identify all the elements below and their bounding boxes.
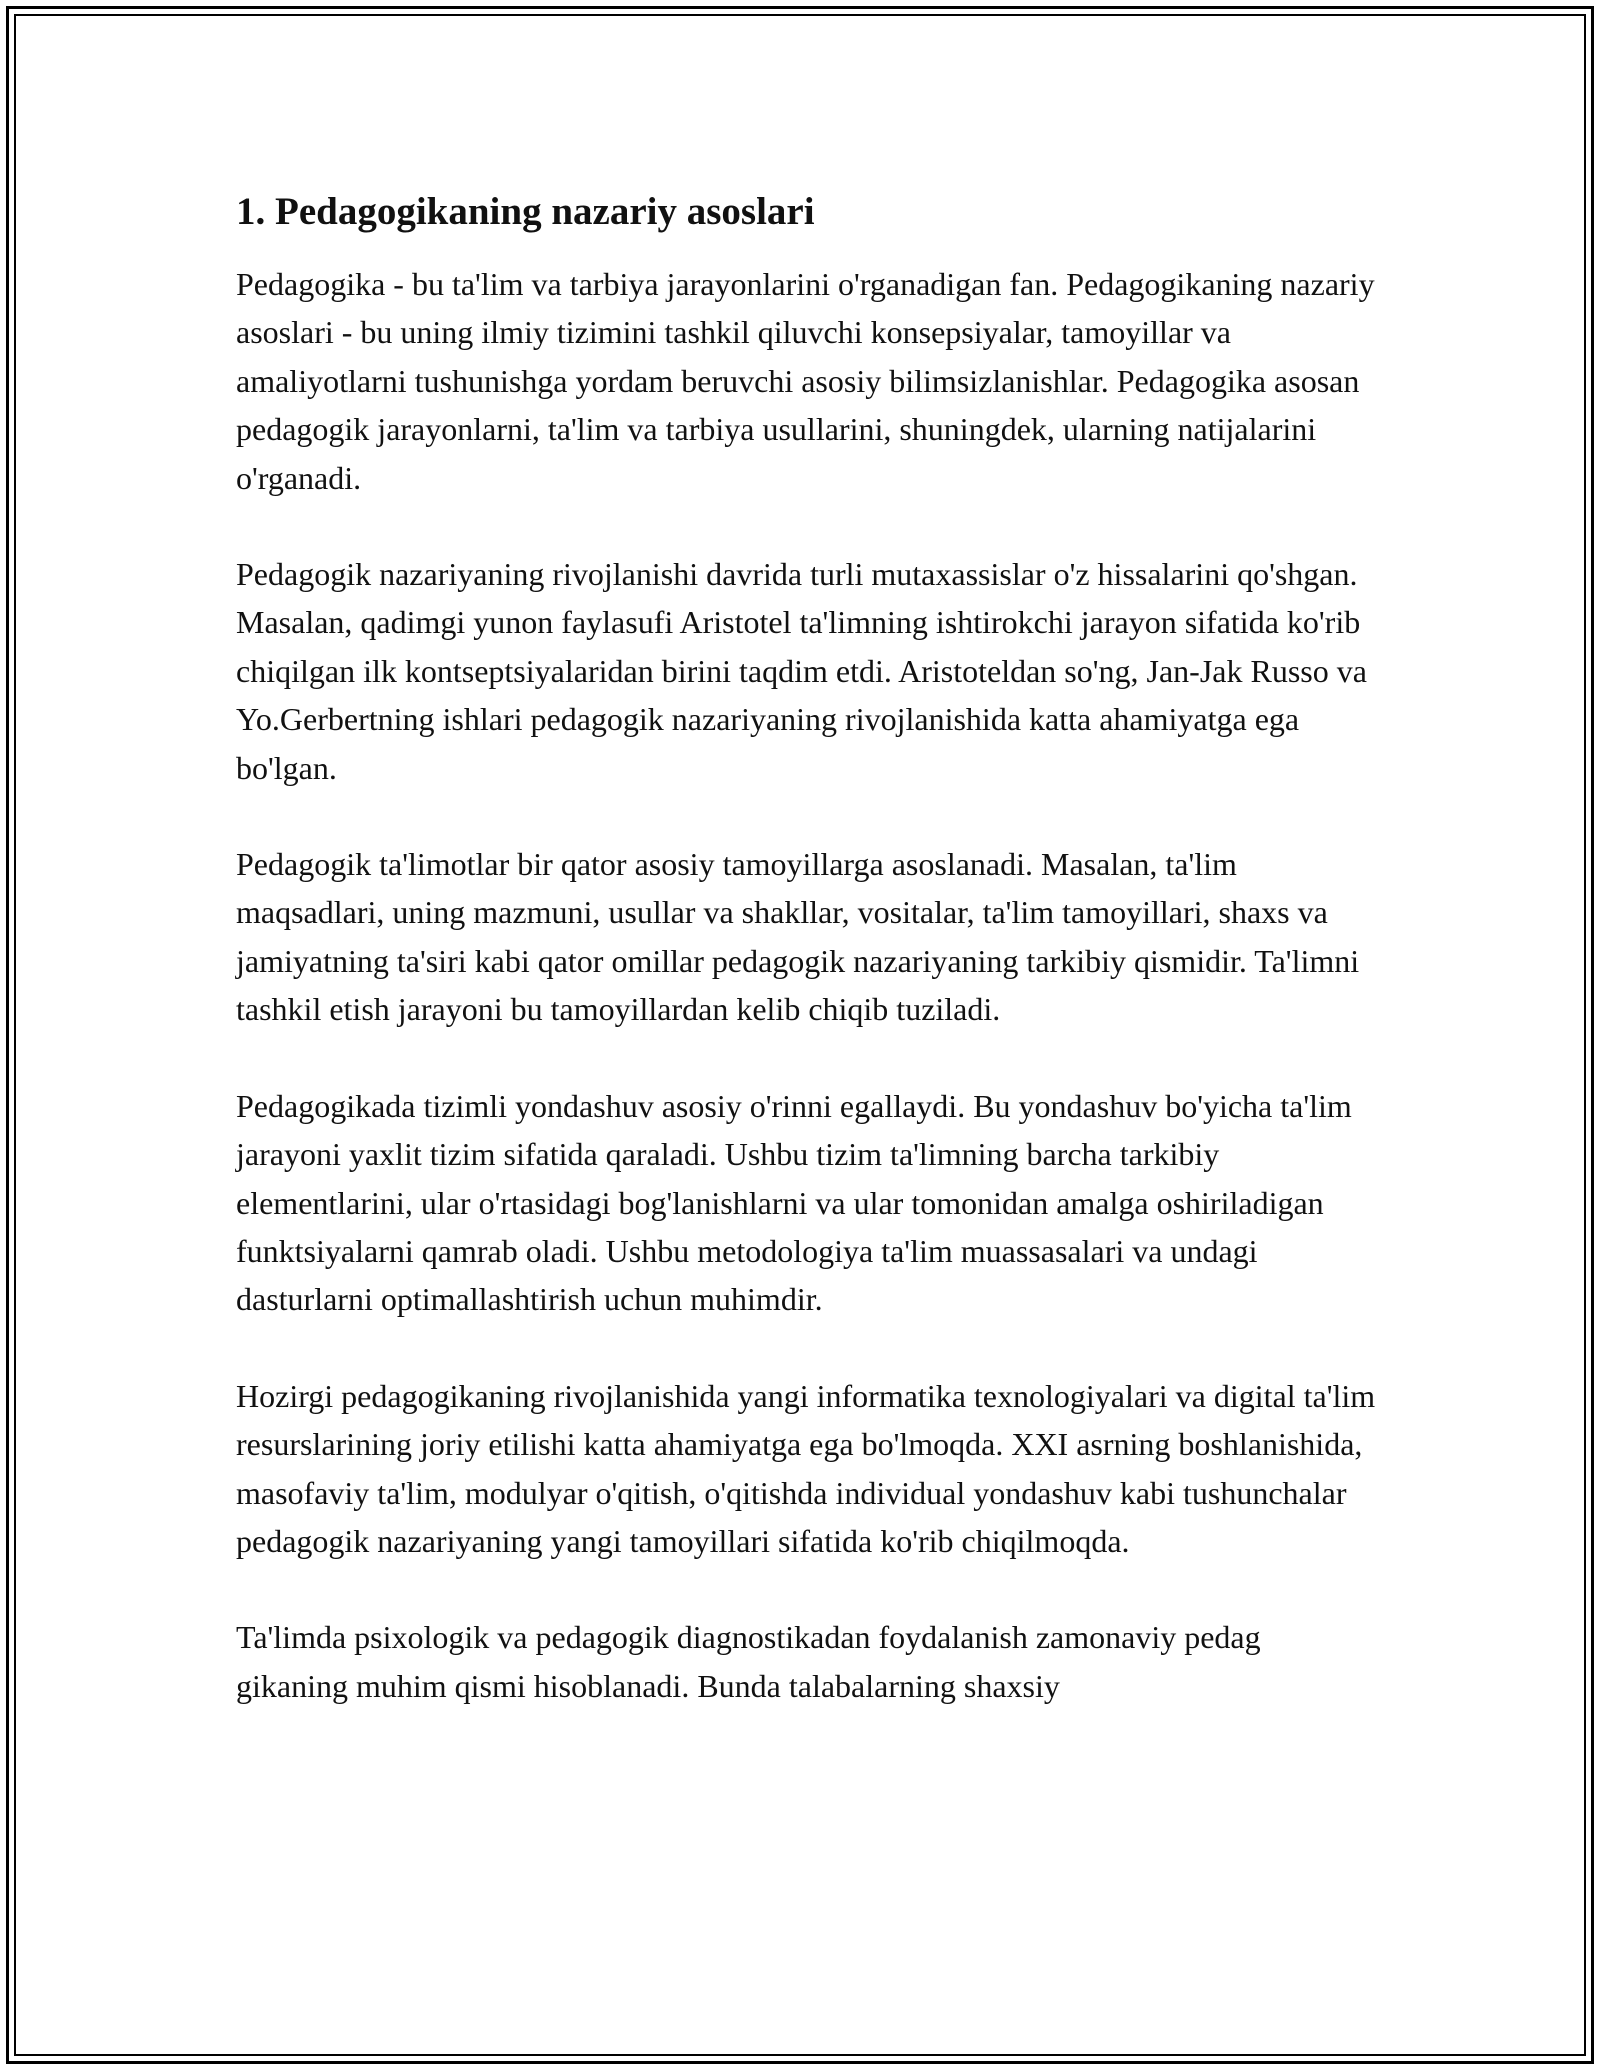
document-body [236,186,1376,1758]
paragraph-2: Pedagogik nazariyaning rivojlanishi davrida turli mutaxassislar o'z hissalarini qo'shgan. Masalan, qadimgi yunon faylasufi Aristotel ta'limning ishtirokchi jarayon sifatida ko'rib chiqilgan ilk kontseptsiyalaridan birini taqdim etdi. Aristoteldan so'ng, Jan-Jak Russo va Yo.Gerbertning ishlari pedagogik nazariyaning rivojlanishida katta ahamiyatga ega bo'lgan. [236,556,1367,786]
paragraph-6: Ta'limda psixologik va pedagogik diagnostikadan foydalanish zamonaviy pedag gikaning muhim qismi hisoblanadi. Bunda talabalarning shaxsiy [236,1619,1261,1704]
paragraph-1: Pedagogika - bu ta'lim va tarbiya jarayonlarini o'rganadigan fan. Pedagogikaning nazariy asoslari - bu uning ilmiy tizimini tashkil qiluvchi konsepsiyalar, tamoyillar va amaliyotlarni tushunishga yordam beruvchi asosiy bilimsizlanishlar. Pedagogika asosan pedagogik jarayonlarni, ta'lim va tarbiya usullarini, shuningdek, ularning natijalarini o'rganadi. [236,266,1375,496]
paragraph-5: Hozirgi pedagogikaning rivojlanishida yangi informatika texnologiyalari va digital ta'lim resurslarining joriy etilishi katta ahamiyatga ega bo'lmoqda. XXI asrning boshlanishida, masofaviy ta'lim, modulyar o'qitish, o'qitishda individual yondashuv kabi tushunchalar pedagogik nazariyaning yangi tamoyillari sifatida ko'rib chiqilmoqda. [236,1377,1376,1559]
paragraph-4: Pedagogikada tizimli yondashuv asosiy o'rinni egallaydi. Bu yondashuv bo'yicha ta'lim jarayoni yaxlit tizim sifatida qaraladi. Ushbu tizim ta'limning barcha tarkibiy elementlarini, ular o'rtasidagi bog'lanishlarni va ular tomonidan amalga oshiriladigan funktsiyalarni qamrab oladi. Ushbu metodologiya ta'lim muassasalari va undagi dasturlarni optimallashtirish uchun muhimdir. [236,1087,1352,1318]
paragraph-3: Pedagogik ta'limotlar bir qator asosiy tamoyillarga asoslanadi. Masalan, ta'lim maqsadlari, uning mazmuni, usullar va shakllar, vositalar, ta'lim tamoyillari, shaxs va jamiyatning ta'siri kabi qator omillar pedagogik nazariyaning tarkibiy qismidir. Ta'limni tashkil etish jarayoni bu tamoyillardan kelib chiqib tuziladi. [236,846,1360,1028]
section-title: 1. Pedagogikaning nazariy asoslari [236,190,815,233]
